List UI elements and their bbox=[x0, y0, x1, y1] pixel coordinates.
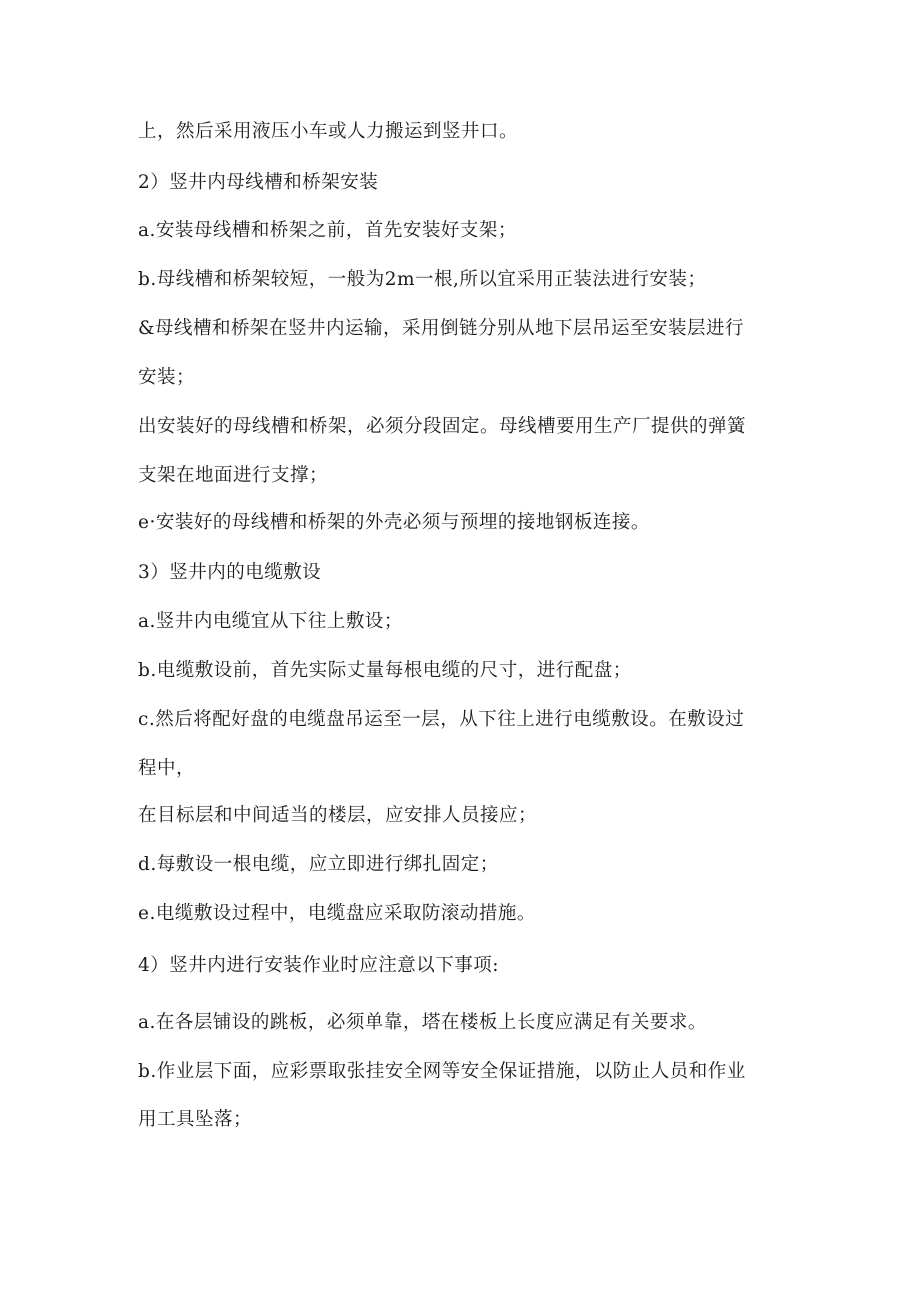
text-line: 在目标层和中间适当的楼层，应安排人员接应； bbox=[138, 805, 538, 826]
text-line: a.安装母线槽和桥架之前，首先安装好支架； bbox=[138, 220, 517, 241]
text-line: 出安装好的母线槽和桥架，必须分段固定。母线槽要用生产厂提供的弹簧 bbox=[138, 416, 747, 437]
text-line: b.作业层下面，应彩票取张挂安全网等安全保证措施，以防止人员和作业 bbox=[138, 1061, 746, 1082]
text-line: 程中， bbox=[138, 758, 196, 779]
text-line: 支架在地面进行支撑； bbox=[138, 465, 329, 486]
text-line: a.在各层铺设的跳板，必须单靠，塔在楼板上长度应满足有关要求。 bbox=[138, 1012, 707, 1033]
text-line: e.电缆敷设过程中，电缆盘应采取防滚动措施。 bbox=[138, 903, 536, 924]
text-line: 安装； bbox=[138, 367, 196, 388]
text-line: c.然后将配好盘的电缆盘吊运至一层，从下往上进行电缆敷设。在敷设过 bbox=[138, 709, 745, 730]
section-heading: 3）竖井内的电缆敷设 bbox=[138, 562, 322, 583]
text-line: e·安装好的母线槽和桥架的外壳必须与预埋的接地钢板连接。 bbox=[138, 512, 650, 533]
text-line: d.每敷设一根电缆，应立即进行绑扎固定； bbox=[138, 854, 499, 875]
section-heading: 2）竖井内母线槽和桥架安装 bbox=[138, 172, 379, 193]
text-line: &母线槽和桥架在竖井内运输，采用倒链分别从地下层吊运至安装层进行 bbox=[138, 318, 744, 339]
text-line: a.竖井内电缆宜从下往上敷设； bbox=[138, 611, 403, 632]
text-line: 上，然后采用液压小车或人力搬运到竖井口。 bbox=[138, 121, 519, 142]
text-line: 用工具坠落； bbox=[138, 1109, 253, 1130]
section-heading: 4）竖井内进行安装作业时应注意以下事项: bbox=[138, 955, 500, 976]
text-line: b.电缆敷设前，首先实际丈量每根电缆的尺寸，进行配盘； bbox=[138, 660, 632, 681]
text-line: b.母线槽和桥架较短，一般为2m一根,所以宜采用正装法进行安装； bbox=[138, 269, 707, 290]
